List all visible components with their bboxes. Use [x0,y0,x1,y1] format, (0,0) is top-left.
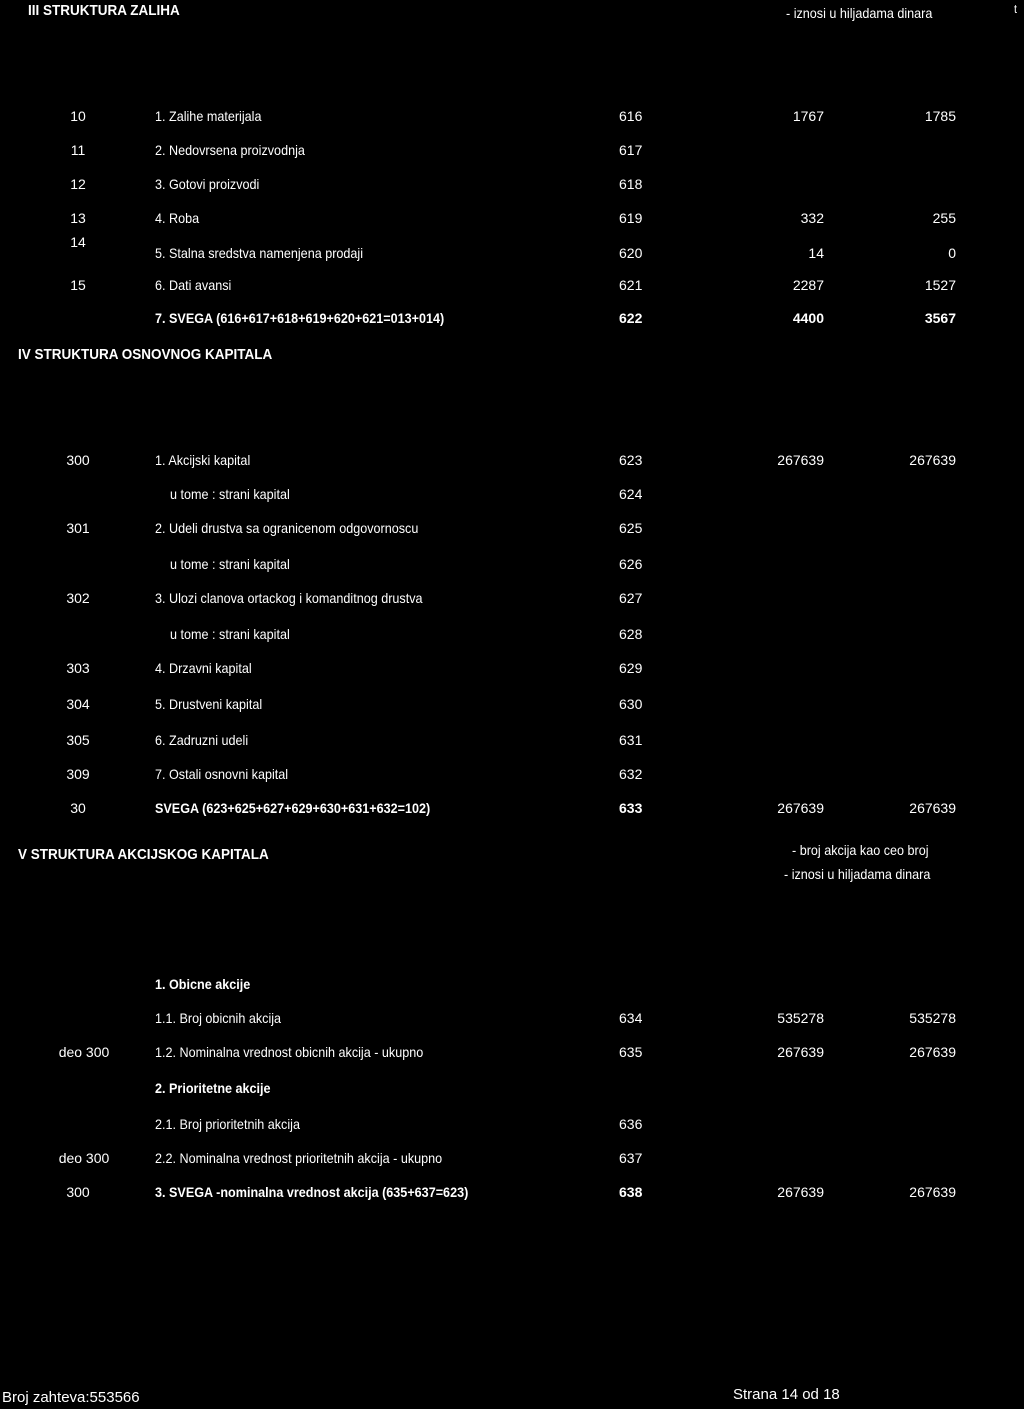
aop-code: 627 [619,590,643,606]
row-description: 2. Nedovrsena proizvodnja [155,142,305,158]
aop-code: 625 [619,520,643,536]
page-number: Strana 14 od 18 [733,1386,840,1403]
section5-count-note: - broj akcija kao ceo broj [792,842,929,858]
current-year-value: 4400 [792,310,824,326]
aop-code: 635 [619,1044,643,1060]
table-row [0,452,1024,474]
row-description: 1. Akcijski kapital [155,452,251,468]
table-row [0,1150,1024,1172]
section5-unit-note: - iznosi u hiljadama dinara [784,866,931,882]
current-year-value: 267639 [777,1184,824,1200]
table-row [0,1010,1024,1032]
previous-year-value: 267639 [909,1044,956,1060]
previous-year-value: 267639 [909,800,956,816]
aop-code: 631 [619,732,643,748]
row-description: 1. Zalihe materijala [155,108,262,124]
previous-year-value: 1527 [924,277,956,293]
request-number: Broj zahteva:553566 [2,1389,140,1406]
table-row [0,1116,1024,1138]
account-number: 305 [66,732,90,748]
current-year-value: 1767 [792,108,824,124]
account-number: 301 [66,520,90,536]
table-row [0,1044,1024,1066]
previous-year-value: 535278 [909,1010,956,1026]
total-row [0,310,1024,332]
aop-code: 623 [619,452,643,468]
aop-code: 632 [619,766,643,782]
account-number: 13 [70,210,86,226]
aop-code: 629 [619,660,643,676]
row-description: 5. Drustveni kapital [155,696,263,712]
aop-code: 636 [619,1116,643,1132]
row-description: 6. Dati avansi [155,277,232,293]
aop-code: 622 [619,310,643,326]
section3-unit-note: - iznosi u hiljadama dinara [786,5,933,21]
table-row [0,556,1024,578]
table-row [0,108,1024,130]
row-description: 1.2. Nominalna vrednost obicnih akcija - ukupno [155,1044,424,1060]
aop-code: 634 [619,1010,643,1026]
account-number: 300 [66,1184,90,1200]
aop-code: 633 [619,800,643,816]
table-row [0,660,1024,682]
aop-code: 638 [619,1184,643,1200]
table-row [0,486,1024,508]
aop-code: 626 [619,556,643,572]
section4-title: IV STRUKTURA OSNOVNOG KAPITALA [18,346,273,363]
section3-title: III STRUKTURA ZALIHA [28,2,180,19]
row-description: SVEGA (623+625+627+629+630+631+632=102) [155,800,431,816]
table-row [0,234,1024,267]
account-number: 12 [70,176,86,192]
table-row [0,732,1024,754]
aop-code: 619 [619,210,643,226]
aop-code: 621 [619,277,643,293]
previous-year-value: 267639 [909,452,956,468]
corner-mark: t [1014,2,1018,16]
row-description: 2.2. Nominalna vrednost prioritetnih akcija - ukupno [155,1150,443,1166]
row-description: 6. Zadruzni udeli [155,732,249,748]
current-year-value: 2287 [792,277,824,293]
table-row [0,176,1024,198]
current-year-value: 14 [808,245,824,261]
current-year-value: 535278 [777,1010,824,1026]
account-number: 30 [70,800,86,816]
row-description: 4. Roba [155,210,200,226]
row-description: 3. SVEGA -nominalna vrednost akcija (635+637=623) [155,1184,469,1200]
account-number: deo 300 [58,1044,110,1060]
table-row [0,142,1024,164]
previous-year-value: 0 [948,245,956,261]
row-description: u tome : strani kapital [170,556,290,572]
row-description: u tome : strani kapital [170,486,290,502]
account-number: deo 300 [58,1150,110,1166]
account-number: 302 [66,590,90,606]
account-number: 11 [70,142,86,158]
account-number: 15 [70,277,86,293]
row-description: 2.1. Broj prioritetnih akcija [155,1116,300,1132]
aop-code: 628 [619,626,643,642]
row-description: 1. Obicne akcije [155,976,251,992]
total-row [0,800,1024,822]
aop-code: 637 [619,1150,643,1166]
table-row [0,696,1024,718]
row-description: 4. Drzavni kapital [155,660,252,676]
row-description: 3. Gotovi proizvodi [155,176,260,192]
table-row [0,590,1024,612]
table-row [0,520,1024,542]
group-heading [0,1080,1024,1102]
current-year-value: 267639 [777,1044,824,1060]
table-row [0,277,1024,299]
aop-code: 617 [619,142,643,158]
current-year-value: 332 [800,210,824,226]
account-number: 300 [66,452,90,468]
current-year-value: 267639 [777,800,824,816]
row-description: 5. Stalna sredstva namenjena prodaji [155,245,364,261]
row-description: 1.1. Broj obicnih akcija [155,1010,282,1026]
row-description: 7. Ostali osnovni kapital [155,766,289,782]
aop-code: 630 [619,696,643,712]
total-row [0,1184,1024,1206]
row-description: 2. Udeli drustva sa ogranicenom odgovornoscu [155,520,419,536]
table-row [0,766,1024,788]
section5-title: V STRUKTURA AKCIJSKOG KAPITALA [18,846,269,863]
aop-code: 616 [619,108,643,124]
row-description: 7. SVEGA (616+617+618+619+620+621=013+014) [155,310,445,326]
aop-code: 620 [619,245,643,261]
previous-year-value: 3567 [924,310,956,326]
table-row [0,626,1024,648]
row-description: 2. Prioritetne akcije [155,1080,271,1096]
row-description: u tome : strani kapital [170,626,290,642]
account-number: 303 [66,660,90,676]
aop-code: 624 [619,486,643,502]
previous-year-value: 267639 [909,1184,956,1200]
group-heading [0,976,1024,998]
row-description: 3. Ulozi clanova ortackog i komanditnog drustva [155,590,423,606]
account-number: 309 [66,766,90,782]
previous-year-value: 1785 [924,108,956,124]
account-number: 10 [70,108,86,124]
previous-year-value: 255 [932,210,956,226]
current-year-value: 267639 [777,452,824,468]
account-number: 14 [70,234,86,250]
table-row [0,210,1024,232]
aop-code: 618 [619,176,643,192]
account-number: 304 [66,696,90,712]
